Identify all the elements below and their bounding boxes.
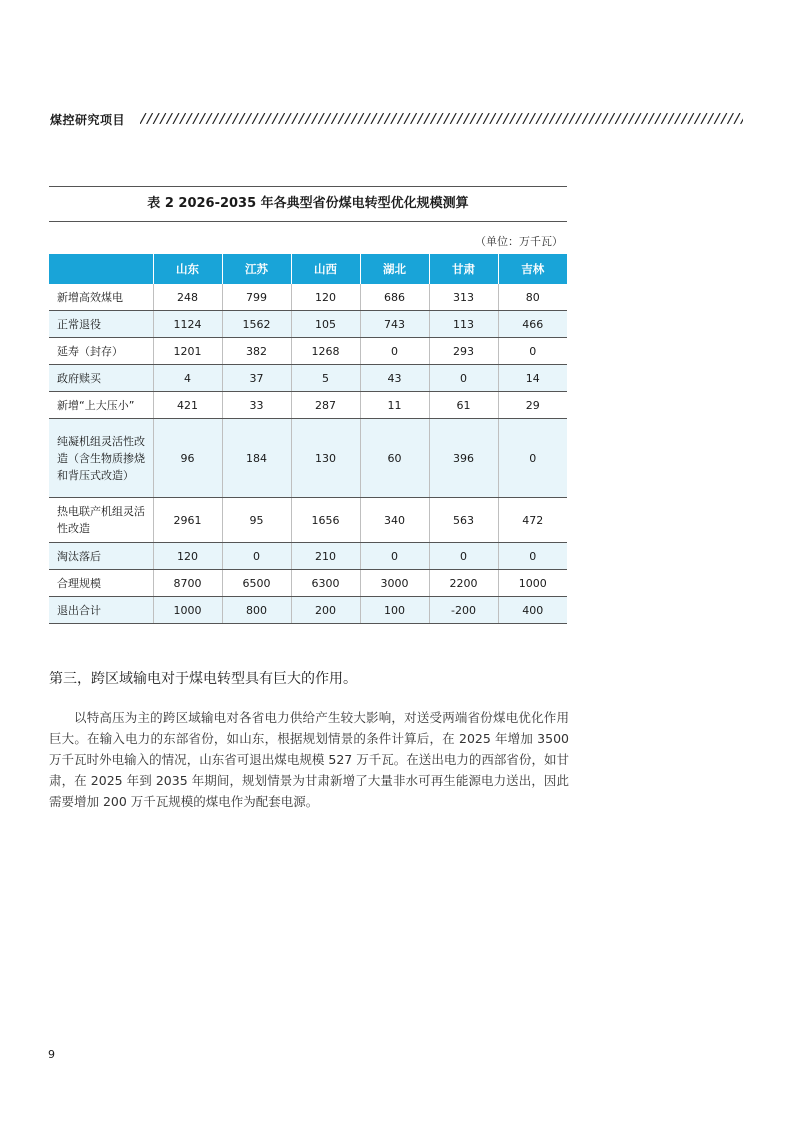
table-cell: 421: [153, 392, 222, 419]
header-hatch-decoration: [140, 113, 743, 124]
column-header: [49, 254, 153, 284]
column-header: 山东: [153, 254, 222, 284]
table-cell: 14: [498, 365, 567, 392]
table-cell: 8700: [153, 570, 222, 597]
table-row: [49, 419, 567, 498]
table-cell: 120: [153, 543, 222, 570]
table-cell: 130: [291, 419, 360, 498]
table-cell: 466: [498, 311, 567, 338]
table-cell: 563: [429, 498, 498, 543]
body-paragraph: 以特高压为主的跨区域输电对各省电力供给产生较大影响，对送受两端省份煤电优化作用巨大。在输入电力的东部省份，如山东，根据规划情景的条件计算后，在 2025 年增加 3500 万千瓦时外电输入的情况，山东省可退出煤电规模 527 万千瓦。在送出电力的西部省份，如甘肃，在 2025 年到 2035 年期间，规划情景为甘肃新增了大量非水可再生能源电力送出，因此需要增加 200 万千瓦规模的煤电作为配套电源。: [49, 710, 569, 809]
row-label: 淘汰落后: [49, 543, 153, 570]
table-cell: 105: [291, 311, 360, 338]
table-cell: 113: [429, 311, 498, 338]
table-cell: 0: [360, 543, 429, 570]
table-cell: 100: [360, 597, 429, 624]
table-unit-label: （单位：万千瓦）: [475, 235, 563, 248]
table-cell: 382: [222, 338, 291, 365]
column-header: 山西: [291, 254, 360, 284]
table-cell: 6500: [222, 570, 291, 597]
table-cell: 200: [291, 597, 360, 624]
table-cell: 1124: [153, 311, 222, 338]
row-label: 合理规模: [49, 570, 153, 597]
table-cell: 1000: [498, 570, 567, 597]
table-cell: 0: [498, 419, 567, 498]
table-cell: 400: [498, 597, 567, 624]
table-cell: 0: [429, 365, 498, 392]
row-label: 热电联产机组灵活性改造: [49, 498, 153, 543]
table-cell: 2961: [153, 498, 222, 543]
table-cell: 248: [153, 284, 222, 311]
column-header: 甘肃: [429, 254, 498, 284]
row-label: 纯凝机组灵活性改造（含生物质掺烧和背压式改造）: [49, 419, 153, 498]
table-cell: 2200: [429, 570, 498, 597]
row-label: 新增“上大压小”: [49, 392, 153, 419]
page-number: 9: [48, 1048, 55, 1061]
row-label: 退出合计: [49, 597, 153, 624]
table-cell: 0: [429, 543, 498, 570]
table-cell: 61: [429, 392, 498, 419]
table-row: [49, 311, 567, 338]
table-cell: 11: [360, 392, 429, 419]
table-cell: 0: [498, 543, 567, 570]
table-cell: 60: [360, 419, 429, 498]
table-cell: 1201: [153, 338, 222, 365]
table-row: [49, 284, 567, 311]
table-cell: 6300: [291, 570, 360, 597]
table-cell: 293: [429, 338, 498, 365]
table-cell: 743: [360, 311, 429, 338]
column-header: 湖北: [360, 254, 429, 284]
table-cell: -200: [429, 597, 498, 624]
table-body: [49, 284, 567, 624]
table-title: 表 2 2026-2035 年各典型省份煤电转型优化规模测算: [49, 186, 567, 222]
table-cell: 340: [360, 498, 429, 543]
table-cell: 799: [222, 284, 291, 311]
table-cell: 1268: [291, 338, 360, 365]
section-heading: 第三，跨区域输电对于煤电转型具有巨大的作用。: [49, 671, 357, 687]
table-cell: 287: [291, 392, 360, 419]
table-row: [49, 365, 567, 392]
table-cell: 33: [222, 392, 291, 419]
column-header: 江苏: [222, 254, 291, 284]
table-cell: 686: [360, 284, 429, 311]
table-cell: 29: [498, 392, 567, 419]
table-cell: 0: [360, 338, 429, 365]
table-cell: 0: [498, 338, 567, 365]
table-row: [49, 570, 567, 597]
table-cell: 120: [291, 284, 360, 311]
running-header-title: 煤控研究项目: [50, 113, 126, 127]
table-row: [49, 498, 567, 543]
table-header-row: [49, 254, 567, 284]
table-cell: 3000: [360, 570, 429, 597]
data-table-container: [49, 186, 567, 624]
column-header: 吉林: [498, 254, 567, 284]
table-cell: 472: [498, 498, 567, 543]
table-cell: 43: [360, 365, 429, 392]
table-cell: 313: [429, 284, 498, 311]
table-cell: 80: [498, 284, 567, 311]
table-cell: 37: [222, 365, 291, 392]
row-label: 延寿（封存）: [49, 338, 153, 365]
row-label: 政府赎买: [49, 365, 153, 392]
table-cell: 210: [291, 543, 360, 570]
table-row: [49, 392, 567, 419]
table-cell: 1656: [291, 498, 360, 543]
table-cell: 800: [222, 597, 291, 624]
row-label: 正常退役: [49, 311, 153, 338]
table-cell: 1000: [153, 597, 222, 624]
table-row: [49, 543, 567, 570]
coal-power-table: [49, 254, 567, 624]
table-cell: 396: [429, 419, 498, 498]
table-cell: 1562: [222, 311, 291, 338]
table-cell: 4: [153, 365, 222, 392]
table-cell: 96: [153, 419, 222, 498]
table-row: [49, 597, 567, 624]
table-cell: 0: [222, 543, 291, 570]
table-cell: 95: [222, 498, 291, 543]
table-row: [49, 338, 567, 365]
row-label: 新增高效煤电: [49, 284, 153, 311]
table-cell: 5: [291, 365, 360, 392]
table-cell: 184: [222, 419, 291, 498]
